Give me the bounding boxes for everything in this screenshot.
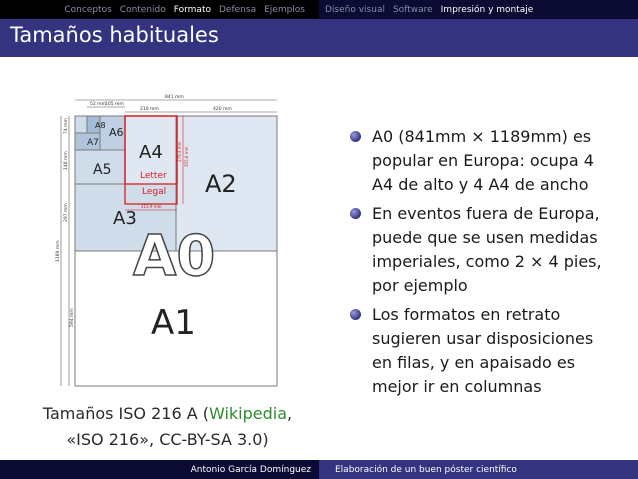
dim-side-1189: 1189 mm: [56, 240, 61, 262]
nav-item-ejemplos[interactable]: Ejemplos: [264, 4, 305, 15]
nav-item-diseno-visual[interactable]: Diseño visual: [325, 4, 385, 15]
list-item: [346, 303, 616, 399]
a9-remainder: [75, 116, 87, 133]
list-item: [346, 202, 616, 298]
bullet-list: [346, 125, 616, 404]
paper-sizes-figure: [55, 92, 285, 389]
dim-side-148: 148 mm: [64, 151, 69, 170]
bullet-dot-icon: [350, 309, 361, 320]
label-a3: A3: [113, 208, 137, 229]
nav-item-impresion-montaje[interactable]: Impresión y montaje: [440, 4, 534, 15]
bullet-text: En eventos fuera de Europa, puede que se usen medidas imperiales, como 2 × 4 pies, por ejemplo: [372, 204, 602, 295]
label-a2: A2: [205, 170, 237, 198]
dim-side-594: 594 mm: [70, 308, 75, 327]
label-letter: Letter: [140, 171, 167, 181]
dim-side-74: 74 mm: [64, 118, 69, 134]
label-a5: A5: [93, 162, 112, 178]
dim-top-210: 210 mm: [140, 107, 159, 112]
dim-top-420: 420 mm: [213, 107, 232, 112]
bullet-text: Los formatos en retrato sugieren usar disposiciones en filas, y en apaisado es mejor ir en columnas: [372, 305, 594, 396]
label-a8: A8: [95, 121, 106, 130]
list-item: [346, 125, 616, 197]
nav-item-defensa[interactable]: Defensa: [219, 4, 257, 15]
label-a6: A6: [109, 126, 124, 139]
bullet-text: A0 (841mm × 1189mm) es popular en Europa: ocupa 4 A4 de alto y 4 A4 de ancho: [372, 127, 594, 194]
dim-letter-width: 215.9 mm: [141, 204, 162, 209]
footline: [0, 460, 638, 479]
bullet-dot-icon: [350, 208, 361, 219]
footer-title: Elaboración de un buen póster científico: [319, 460, 638, 479]
label-a7: A7: [87, 138, 99, 148]
subsection-nav-right: [319, 0, 638, 19]
top-navigation-bar: [0, 0, 638, 19]
figure-caption: [20, 401, 315, 453]
nav-item-contenido[interactable]: Contenido: [119, 4, 166, 15]
frame-title-bar: [0, 19, 638, 57]
nav-item-formato[interactable]: Formato: [173, 4, 211, 15]
slide-title: Tamaños habituales: [10, 23, 219, 47]
label-legal: Legal: [142, 187, 167, 197]
dim-letter-height: 279.4 mm: [177, 141, 182, 162]
dim-top-52: 52 mm: [90, 102, 106, 107]
dim-top-total: 841 mm: [165, 95, 184, 100]
section-nav-left: [0, 0, 319, 19]
label-a4: A4: [139, 142, 163, 163]
nav-item-software[interactable]: Software: [392, 4, 433, 15]
caption-line-2: «ISO 216», CC-BY-SA 3.0): [66, 430, 269, 449]
label-a1: A1: [151, 303, 196, 343]
paper-sizes-diagram: [55, 92, 285, 389]
dim-top-105: 105 mm: [105, 102, 124, 107]
wikipedia-link[interactable]: Wikipedia: [209, 404, 288, 423]
dim-legal-height: 355.6 mm: [184, 146, 189, 167]
footer-author: Antonio García Domínguez: [0, 460, 319, 479]
bullet-dot-icon: [350, 131, 361, 142]
caption-suffix: ,: [287, 404, 293, 423]
label-a0: A0: [133, 224, 216, 289]
nav-item-conceptos[interactable]: Conceptos: [64, 4, 112, 15]
caption-prefix: Tamaños ISO 216 A (: [42, 404, 209, 423]
caption-line-1: [20, 401, 315, 427]
dim-side-297: 297 mm: [64, 203, 69, 222]
